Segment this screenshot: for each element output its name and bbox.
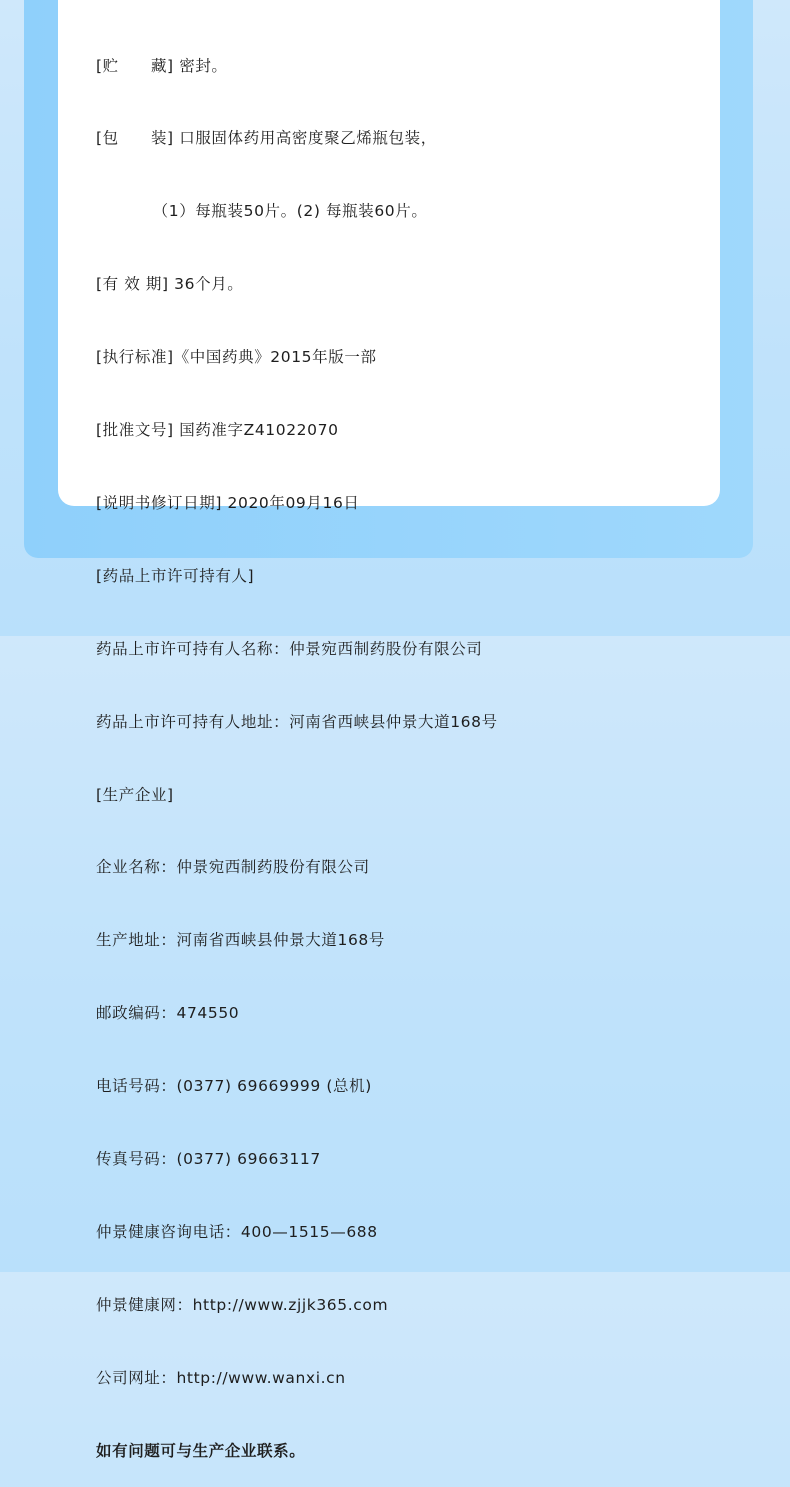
holder-heading: [药品上市许可持有人]: [96, 566, 255, 585]
holder-address-line: 药品上市许可持有人地址：河南省西峡县仲景大道168号: [96, 712, 498, 731]
fax-line: 传真号码：(0377) 69663117: [96, 1149, 321, 1168]
company-website-line: 公司网址：http://www.wanxi.cn: [96, 1368, 346, 1387]
manufacturer-heading: [生产企业]: [96, 785, 174, 804]
production-address-line: 生产地址：河南省西峡县仲景大道168号: [96, 931, 385, 950]
expiry-line: [有 效 期] 36个月。: [96, 275, 244, 294]
postal-code-line: 邮政编码：474550: [96, 1004, 240, 1023]
company-name-line: 企业名称：仲景宛西制药股份有限公司: [96, 858, 370, 877]
revision-date-line: [说明书修订日期] 2020年09月16日: [96, 493, 360, 512]
phone-line: 电话号码：(0377) 69669999 (总机): [96, 1077, 372, 1096]
package-detail-line: （1）每瓶装50片。(2) 每瓶装60片。: [96, 202, 428, 221]
approval-number-line: [批准文号] 国药准字Z41022070: [96, 421, 339, 440]
hotline-line: 仲景健康咨询电话：400—1515—688: [96, 1222, 378, 1241]
storage-line: [贮 藏] 密封。: [96, 56, 228, 75]
document-text: [96, 5, 498, 1487]
health-website-line: 仲景健康网：http://www.zjjk365.com: [96, 1295, 389, 1314]
standard-line: [执行标准]《中国药典》2015年版一部: [96, 348, 377, 367]
closing-note: 如有问题可与生产企业联系。: [96, 1441, 306, 1460]
holder-name-line: 药品上市许可持有人名称：仲景宛西制药股份有限公司: [96, 639, 483, 658]
package-line: [包 装] 口服固体药用高密度聚乙烯瓶包装，: [96, 129, 437, 148]
